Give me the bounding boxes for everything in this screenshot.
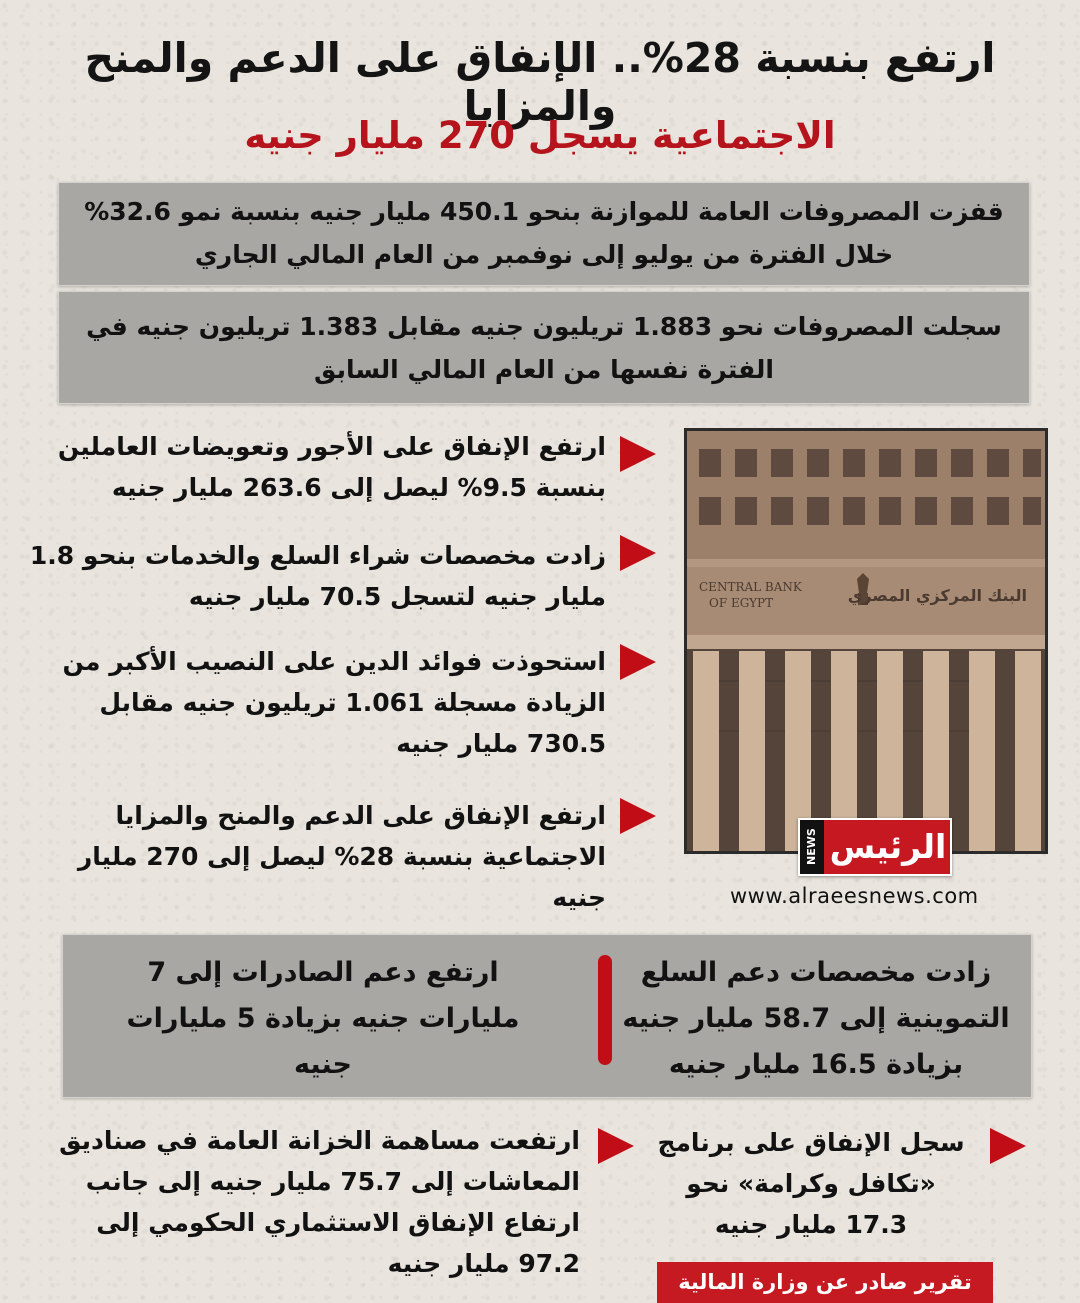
highlight-box-expenditure-total [58,291,1030,404]
col-line: زادت مخصصات دعم السلع [640,957,992,988]
bullet-line: الاجتماعية بنسبة 28% ليصل إلى 270 مليار [77,842,606,871]
bullet-line: مليار جنيه لتسجل 70.5 مليار جنيه [188,582,606,611]
page-title: ارتفع بنسبة 28%.. الإنفاق على الدعم والمنح والمزايا [84,34,996,130]
bullet-line: ارتفع الإنفاق على الأجور وتعويضات العاملين [57,432,606,461]
logo-name: الرئيس [829,827,947,866]
bullet-line: «تكافل وكرامة» نحو [686,1169,936,1198]
export-subsidy-text [73,950,573,1088]
building-sign-en-2: OF EGYPT [709,596,774,610]
bullet-line: ارتفعت مساهمة الخزانة العامة في صناديق [59,1126,580,1155]
column-divider [598,955,612,1065]
bullet-line: المعاشات إلى 75.7 مليار جنيه إلى جانب [85,1167,580,1196]
bullet-text-wages [30,426,606,508]
bullet-text-subsidies [30,795,606,918]
bullet-text-takaful [650,1122,972,1245]
bullet-line: جنيه [552,883,606,912]
bullet-text-goods-services [6,535,606,617]
central-bank-photo [684,428,1048,854]
bullet-line: سجل الإنفاق على برنامج [657,1128,965,1157]
col-line: جنيه [294,1049,352,1080]
logo-news-tag: NEWS [800,820,824,874]
box-line: سجلت المصروفات نحو 1.883 تريليون جنيه مقابل 1.383 تريليون جنيه في [86,312,1002,341]
building-sign-ar: البنك المركزي المصري [847,586,1027,605]
bullet-text-pensions [40,1120,580,1284]
box-line: قفزت المصروفات العامة للموازنة بنحو 450.1 مليار جنيه بنسبة نمو 32.6% [84,197,1004,226]
bullet-line: استحوذت فوائد الدين على النصيب الأكبر من [62,647,606,676]
bullet-triangle-icon [620,644,656,680]
bullet-line: ارتفع الإنفاق على الدعم والمنح والمزايا [115,801,606,830]
bullet-triangle-icon [620,798,656,834]
box-line: خلال الفترة من يوليو إلى نوفمبر من العام المالي الجاري [194,240,894,269]
highlight-box-expenditure-growth [58,182,1030,286]
col-line: التموينية إلى 58.7 مليار جنيه [622,1003,1010,1034]
bullet-line: ارتفاع الإنفاق الاستثماري الحكومي إلى [96,1208,580,1237]
bullet-line: زادت مخصصات شراء السلع والخدمات بنحو 1.8 [29,541,606,570]
building-sign-en-1: CENTRAL BANK [699,580,802,594]
source-label: تقرير صادر عن وزارة المالية [657,1262,993,1303]
bullet-line: بنسبة 9.5% ليصل إلى 263.6 مليار جنيه [111,473,606,502]
bullet-line: 17.3 مليار جنيه [714,1210,908,1239]
bullet-triangle-icon [598,1128,634,1164]
supply-subsidy-text [611,950,1021,1088]
box-line: الفترة نفسها من العام المالي السابق [314,355,774,384]
page-subtitle: الاجتماعية يسجل 270 مليار جنيه [244,114,836,157]
col-line: مليارات جنيه بزيادة 5 مليارات [126,1003,520,1034]
bullet-triangle-icon [620,436,656,472]
bullet-triangle-icon [990,1128,1026,1164]
website-url: www.alraeesnews.com [730,884,979,908]
bullet-line: 97.2 مليار جنيه [387,1249,580,1278]
bullet-line: 730.5 مليار جنيه [396,729,606,758]
alraees-news-logo [798,818,952,876]
col-line: بزيادة 16.5 مليار جنيه [668,1049,964,1080]
subsidy-comparison-box [62,934,1032,1098]
col-line: ارتفع دعم الصادرات إلى 7 [147,957,499,988]
bullet-text-debt-interest [30,641,606,764]
bullet-line: الزيادة مسجلة 1.061 تريليون جنيه مقابل [99,688,606,717]
bullet-triangle-icon [620,535,656,571]
